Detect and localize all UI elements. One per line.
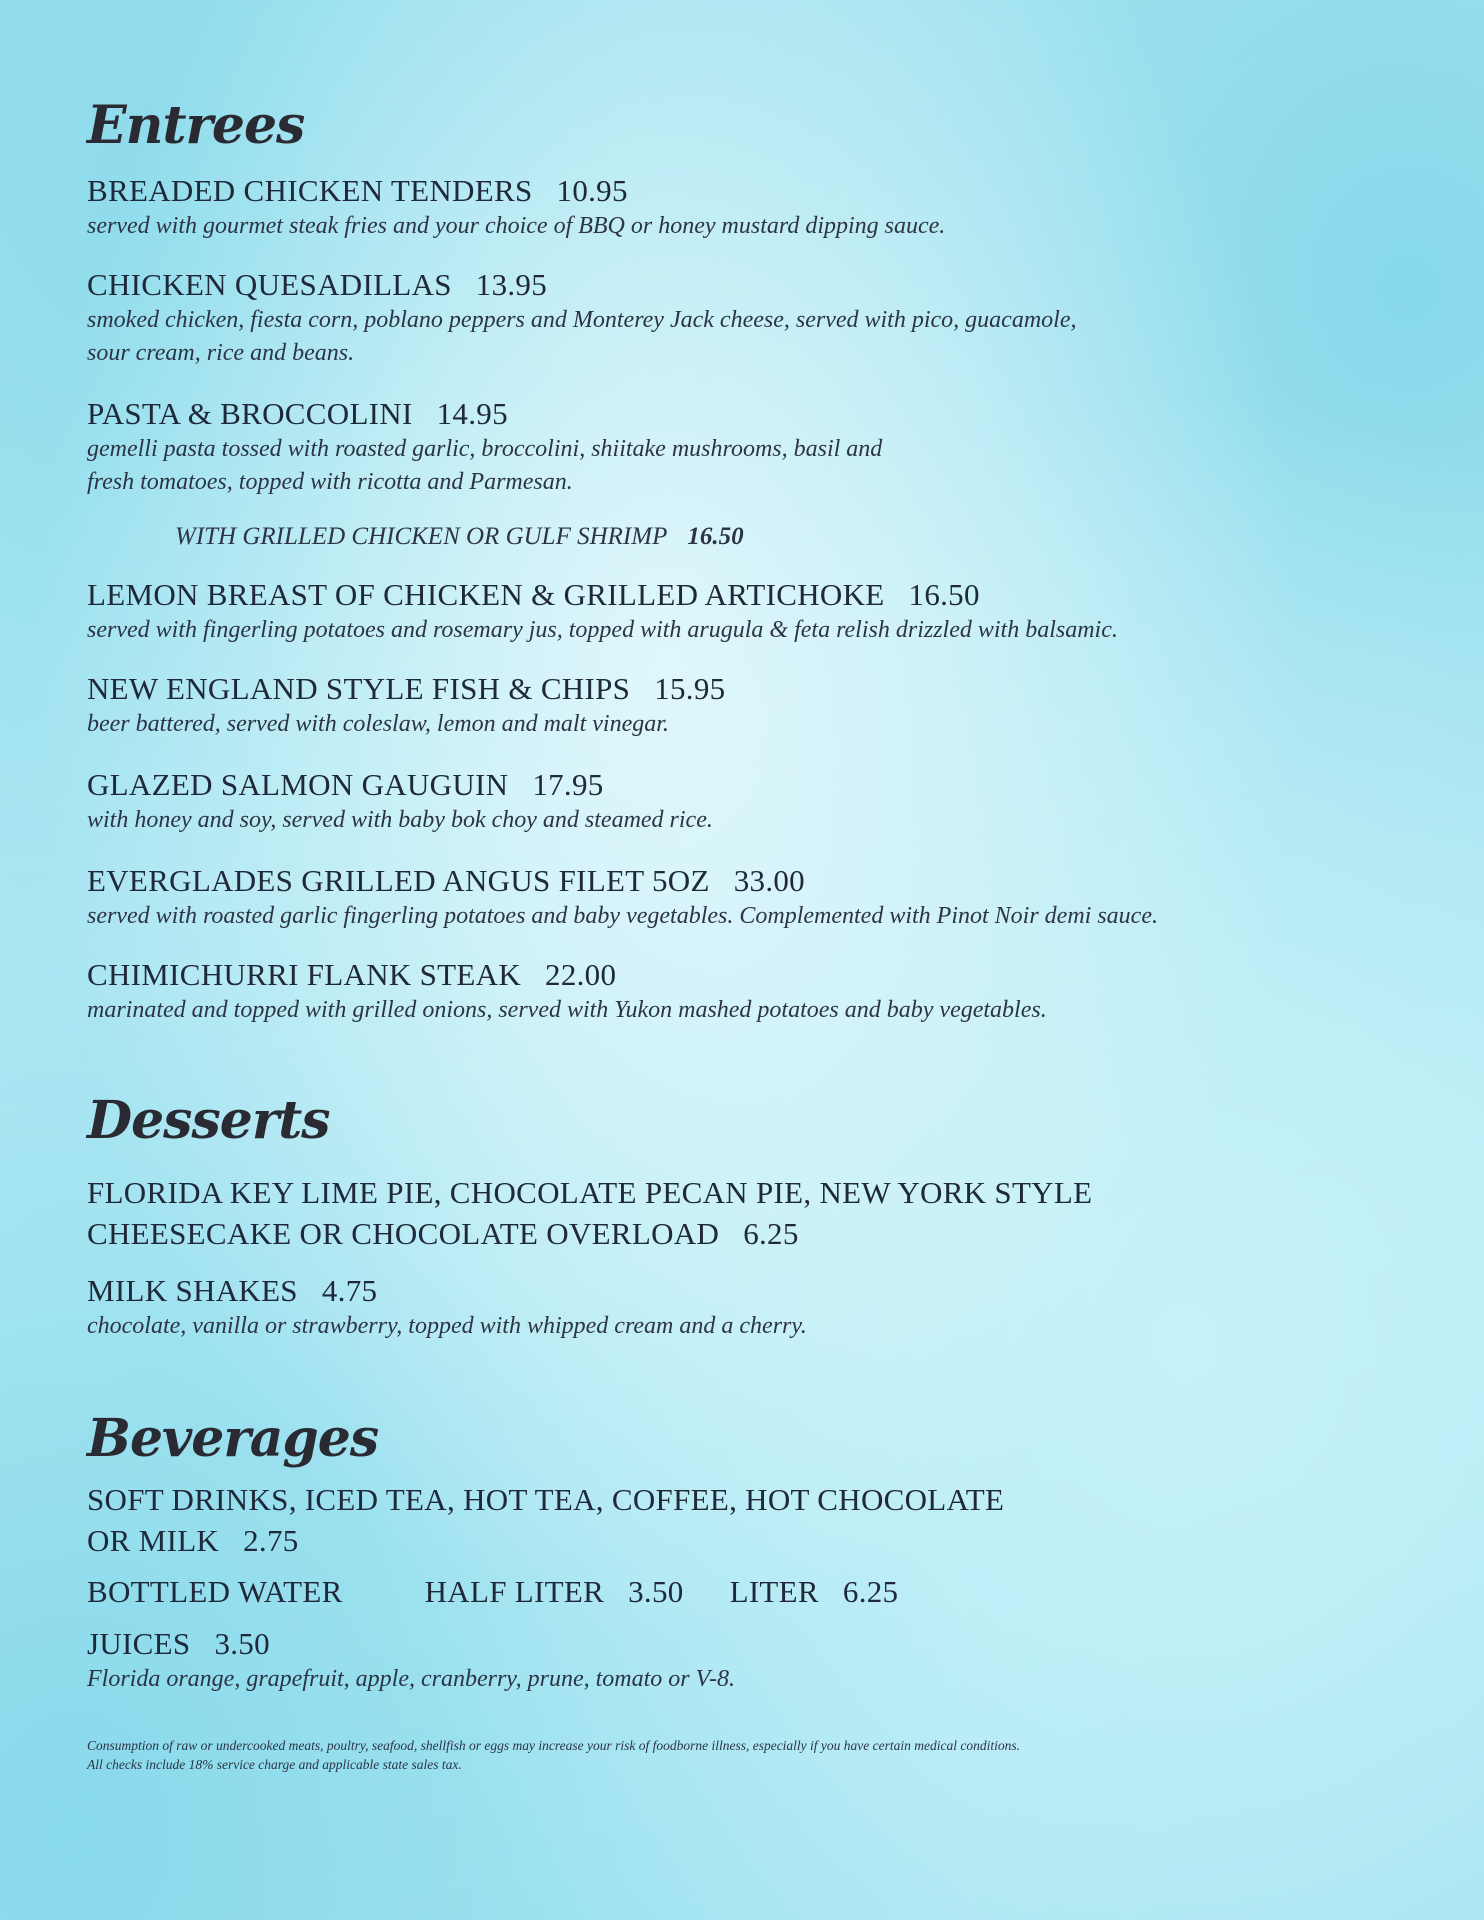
item-description: sour cream, rice and beans. <box>87 340 355 366</box>
item-name: PASTA & BROCCOLINI <box>87 396 413 431</box>
item-name: EVERGLADES GRILLED ANGUS FILET 5OZ <box>87 863 710 898</box>
entrees-heading: Entrees <box>87 95 305 156</box>
half-liter-label: HALF LITER <box>424 1574 605 1609</box>
menu-item-chicken-quesadillas <box>87 266 1417 370</box>
item-description: served with fingerling potatoes and rosemary jus, topped with arugula & feta relish drizzled with balsamic. <box>87 617 1118 643</box>
item-price: 33.00 <box>733 863 805 898</box>
half-liter-price: 3.50 <box>628 1574 684 1609</box>
item-price: 6.25 <box>743 1216 799 1251</box>
desserts-heading: Desserts <box>87 1090 330 1151</box>
item-option <box>175 519 1417 555</box>
item-name: CHIMICHURRI FLANK STEAK <box>87 957 522 992</box>
liter-label: LITER <box>729 1574 819 1609</box>
menu-item-angus-filet <box>87 862 1417 933</box>
item-price: 13.95 <box>475 267 548 302</box>
disclaimer <box>87 1736 1417 1774</box>
option-price: 16.50 <box>687 523 744 550</box>
item-description: chocolate, vanilla or strawberry, topped with whipped cream and a cherry. <box>87 1313 807 1339</box>
item-price: 15.95 <box>654 671 726 706</box>
menu-item-milk-shakes <box>87 1272 1417 1343</box>
item-name: MILK SHAKES <box>87 1273 298 1308</box>
beverages-heading: Beverages <box>87 1408 379 1469</box>
item-name: JUICES <box>87 1626 191 1661</box>
menu-item-juices <box>87 1625 1417 1696</box>
item-price: 2.75 <box>243 1523 299 1558</box>
item-name: SOFT DRINKS, ICED TEA, HOT TEA, COFFEE, HOT CHOCOLATE <box>87 1482 1005 1517</box>
menu-page <box>87 96 1417 1774</box>
item-description: served with gourmet steak fries and your choice of BBQ or honey mustard dipping sauce. <box>87 213 946 239</box>
disclaimer-line: Consumption of raw or undercooked meats, poultry, seafood, shellfish or eggs may increase your risk of foodborne illness, especially if you have certain medical conditions. <box>87 1738 1021 1753</box>
item-name: CHEESECAKE OR CHOCOLATE OVERLOAD <box>87 1216 720 1251</box>
menu-item-chicken-tenders <box>87 172 1417 243</box>
item-price: 4.75 <box>321 1273 378 1308</box>
item-price: 17.95 <box>532 767 604 802</box>
menu-item-bottled-water <box>87 1573 1417 1611</box>
item-price: 14.95 <box>436 396 508 431</box>
menu-item-lemon-chicken <box>87 576 1417 647</box>
menu-item-fish-chips <box>87 670 1417 741</box>
menu-item-pasta-broccolini <box>87 395 1417 555</box>
menu-item-pies <box>87 1172 1417 1254</box>
liter-price: 6.25 <box>842 1574 899 1609</box>
item-price: 10.95 <box>556 173 628 208</box>
item-name: GLAZED SALMON GAUGUIN <box>87 767 509 802</box>
item-description: smoked chicken, fiesta corn, poblano peppers and Monterey Jack cheese, served with pico, guacamole, <box>87 307 1077 333</box>
disclaimer-line: All checks include 18% service charge and applicable state sales tax. <box>87 1757 462 1772</box>
menu-item-salmon <box>87 766 1417 837</box>
item-price: 16.50 <box>908 577 980 612</box>
item-name: CHICKEN QUESADILLAS <box>87 267 452 302</box>
item-name: BREADED CHICKEN TENDERS <box>87 173 533 208</box>
item-price: 3.50 <box>214 1626 270 1661</box>
menu-item-drinks <box>87 1479 1417 1561</box>
item-price: 22.00 <box>545 957 617 992</box>
item-name: FLORIDA KEY LIME PIE, CHOCOLATE PECAN PIE, NEW YORK STYLE <box>87 1175 1093 1210</box>
item-description: served with roasted garlic fingerling potatoes and baby vegetables. Complemented with Pinot Noir demi sauce. <box>87 903 1158 929</box>
item-description: fresh tomatoes, topped with ricotta and Parmesan. <box>87 469 573 495</box>
item-description: marinated and topped with grilled onions, served with Yukon mashed potatoes and baby vegetables. <box>87 997 1047 1023</box>
item-description: with honey and soy, served with baby bok choy and steamed rice. <box>87 807 713 833</box>
menu-item-flank-steak <box>87 956 1417 1027</box>
item-description: gemelli pasta tossed with roasted garlic, broccolini, shiitake mushrooms, basil and <box>87 436 883 462</box>
option-label: WITH GRILLED CHICKEN OR GULF SHRIMP <box>175 523 668 550</box>
item-name: NEW ENGLAND STYLE FISH & CHIPS <box>87 671 631 706</box>
item-description: beer battered, served with coleslaw, lemon and malt vinegar. <box>87 711 669 737</box>
item-name: OR MILK <box>87 1523 220 1558</box>
item-name: BOTTLED WATER <box>87 1574 343 1609</box>
item-name: LEMON BREAST OF CHICKEN & GRILLED ARTICHOKE <box>87 577 885 612</box>
item-description: Florida orange, grapefruit, apple, cranberry, prune, tomato or V-8. <box>87 1666 735 1692</box>
